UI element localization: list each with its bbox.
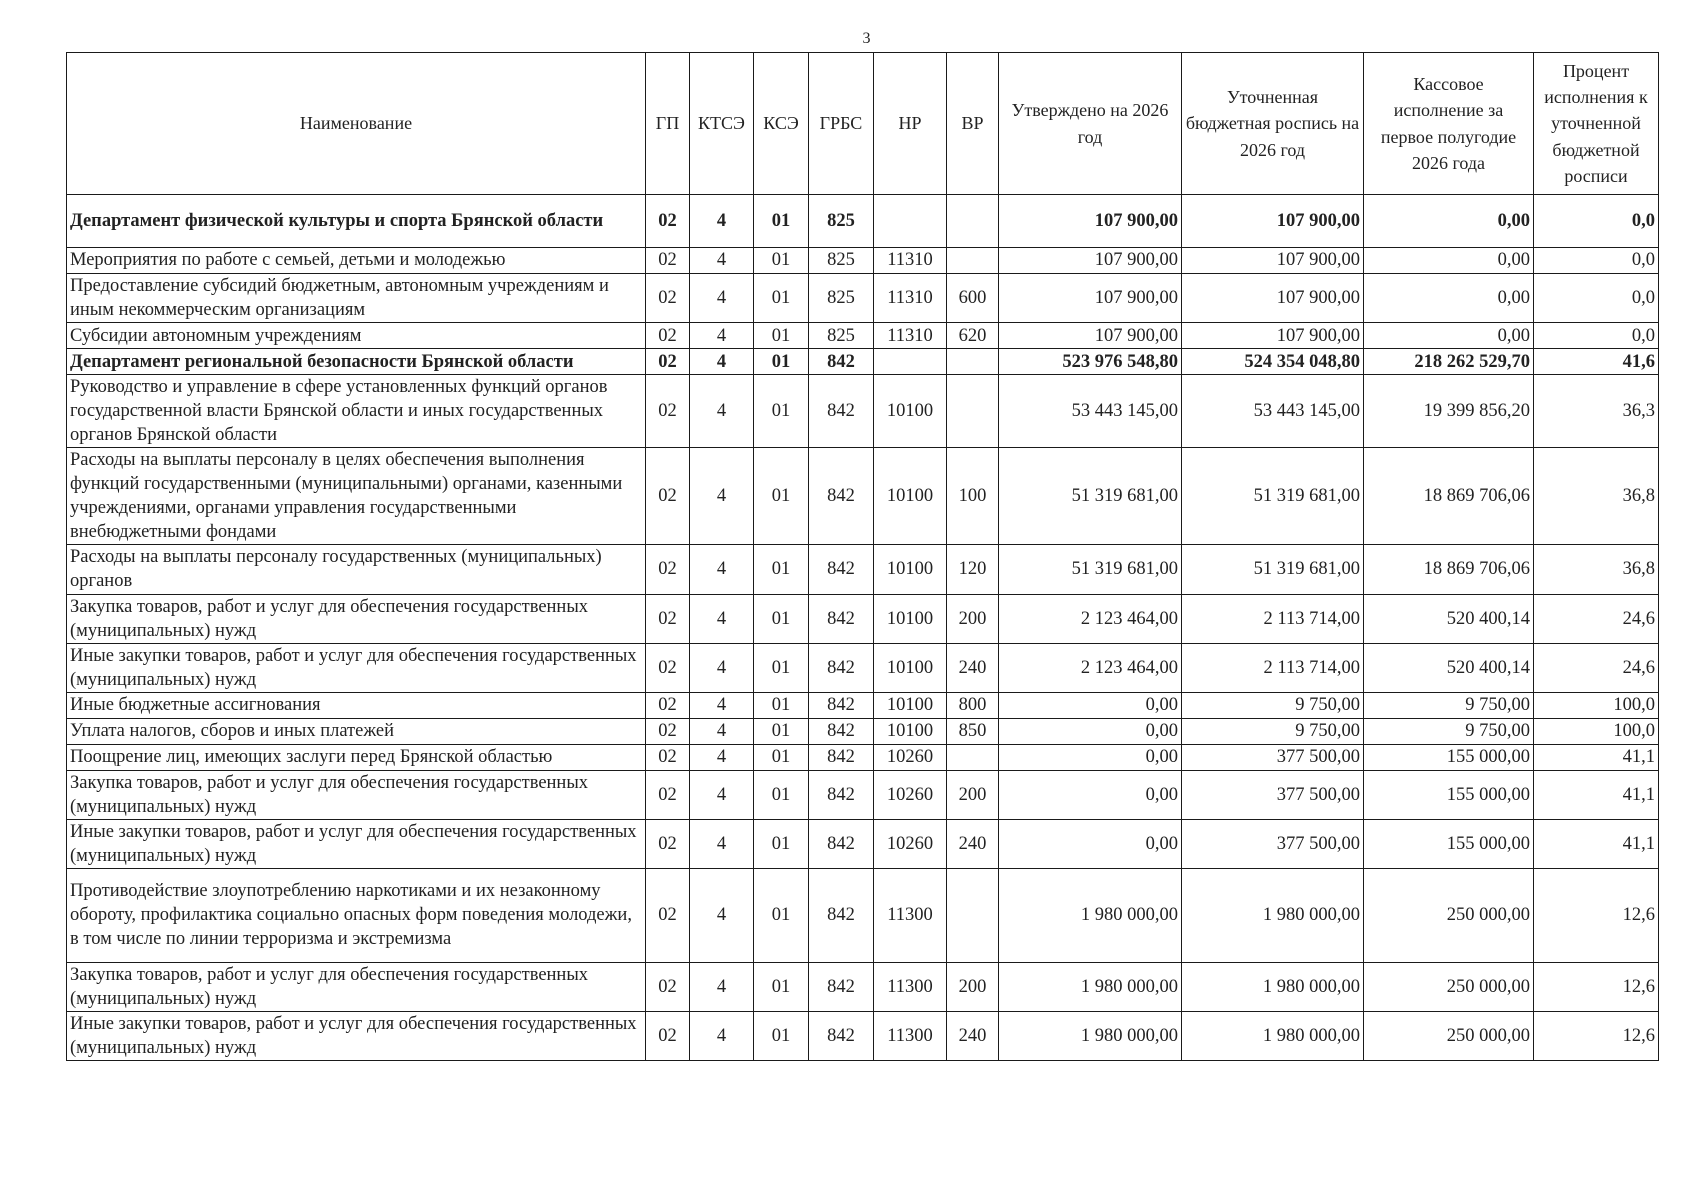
cell-nr: 10100 — [874, 545, 947, 594]
cell-cash: 0,00 — [1364, 248, 1534, 274]
cell-gp: 02 — [646, 248, 690, 274]
cell-vr — [947, 868, 999, 962]
cell-approved: 107 900,00 — [999, 195, 1182, 248]
cell-nr: 10100 — [874, 643, 947, 692]
cell-ktse: 4 — [690, 692, 754, 718]
cell-refined: 2 113 714,00 — [1182, 594, 1364, 643]
cell-approved: 51 319 681,00 — [999, 545, 1182, 594]
cell-name: Закупка товаров, работ и услуг для обеспечения государственных (муниципальных) нужд — [67, 594, 646, 643]
cell-approved: 107 900,00 — [999, 248, 1182, 274]
cell-approved: 2 123 464,00 — [999, 594, 1182, 643]
cell-refined: 377 500,00 — [1182, 770, 1364, 819]
cell-kse: 01 — [754, 962, 809, 1011]
cell-kse: 01 — [754, 349, 809, 375]
cell-percent: 0,0 — [1534, 274, 1659, 323]
cell-cash: 18 869 706,06 — [1364, 448, 1534, 545]
header-refined: Уточненная бюджетная роспись на 2026 год — [1182, 53, 1364, 195]
cell-gp: 02 — [646, 448, 690, 545]
header-nr: НР — [874, 53, 947, 195]
cell-refined: 107 900,00 — [1182, 323, 1364, 349]
cell-gp: 02 — [646, 962, 690, 1011]
cell-grbs: 842 — [809, 692, 874, 718]
cell-approved: 1 980 000,00 — [999, 962, 1182, 1011]
cell-percent: 41,6 — [1534, 349, 1659, 375]
cell-gp: 02 — [646, 594, 690, 643]
cell-ktse: 4 — [690, 195, 754, 248]
cell-gp: 02 — [646, 274, 690, 323]
cell-percent: 41,1 — [1534, 770, 1659, 819]
cell-approved: 0,00 — [999, 744, 1182, 770]
cell-gp: 02 — [646, 1011, 690, 1060]
cell-grbs: 842 — [809, 349, 874, 375]
cell-percent: 24,6 — [1534, 594, 1659, 643]
cell-cash: 218 262 529,70 — [1364, 349, 1534, 375]
cell-ktse: 4 — [690, 868, 754, 962]
cell-gp: 02 — [646, 868, 690, 962]
cell-kse: 01 — [754, 195, 809, 248]
cell-nr: 11310 — [874, 323, 947, 349]
table-row — [67, 1011, 1659, 1060]
cell-grbs: 825 — [809, 323, 874, 349]
cell-refined: 107 900,00 — [1182, 274, 1364, 323]
cell-kse: 01 — [754, 868, 809, 962]
cell-refined: 53 443 145,00 — [1182, 375, 1364, 448]
cell-kse: 01 — [754, 819, 809, 868]
cell-cash: 0,00 — [1364, 323, 1534, 349]
cell-kse: 01 — [754, 692, 809, 718]
cell-nr: 10100 — [874, 594, 947, 643]
table-row — [67, 248, 1659, 274]
cell-kse: 01 — [754, 274, 809, 323]
cell-gp: 02 — [646, 770, 690, 819]
cell-vr: 600 — [947, 274, 999, 323]
cell-cash: 19 399 856,20 — [1364, 375, 1534, 448]
table-header-row — [67, 53, 1659, 195]
table-row — [67, 375, 1659, 448]
cell-name: Департамент физической культуры и спорта Брянской области — [67, 195, 646, 248]
cell-name: Иные закупки товаров, работ и услуг для обеспечения государственных (муниципальных) нужд — [67, 819, 646, 868]
table-row — [67, 692, 1659, 718]
cell-name: Иные бюджетные ассигнования — [67, 692, 646, 718]
header-vr: ВР — [947, 53, 999, 195]
header-kse: КСЭ — [754, 53, 809, 195]
cell-vr: 240 — [947, 643, 999, 692]
cell-vr — [947, 375, 999, 448]
cell-vr — [947, 349, 999, 375]
cell-percent: 36,8 — [1534, 448, 1659, 545]
cell-grbs: 842 — [809, 962, 874, 1011]
table-row — [67, 744, 1659, 770]
table-row — [67, 349, 1659, 375]
cell-grbs: 842 — [809, 744, 874, 770]
cell-grbs: 842 — [809, 770, 874, 819]
cell-nr: 11310 — [874, 274, 947, 323]
cell-grbs: 842 — [809, 448, 874, 545]
cell-percent: 12,6 — [1534, 1011, 1659, 1060]
cell-cash: 155 000,00 — [1364, 744, 1534, 770]
cell-ktse: 4 — [690, 643, 754, 692]
cell-refined: 1 980 000,00 — [1182, 868, 1364, 962]
header-approved: Утверждено на 2026 год — [999, 53, 1182, 195]
cell-nr: 11310 — [874, 248, 947, 274]
cell-refined: 524 354 048,80 — [1182, 349, 1364, 375]
cell-ktse: 4 — [690, 594, 754, 643]
cell-gp: 02 — [646, 349, 690, 375]
cell-refined: 9 750,00 — [1182, 718, 1364, 744]
cell-grbs: 825 — [809, 248, 874, 274]
table-row — [67, 195, 1659, 248]
cell-nr: 10100 — [874, 718, 947, 744]
cell-refined: 1 980 000,00 — [1182, 962, 1364, 1011]
cell-percent: 12,6 — [1534, 868, 1659, 962]
cell-cash: 155 000,00 — [1364, 770, 1534, 819]
cell-name: Поощрение лиц, имеющих заслуги перед Брянской областью — [67, 744, 646, 770]
cell-name: Иные закупки товаров, работ и услуг для обеспечения государственных (муниципальных) нужд — [67, 1011, 646, 1060]
table-row — [67, 594, 1659, 643]
cell-nr: 10260 — [874, 819, 947, 868]
cell-kse: 01 — [754, 375, 809, 448]
cell-nr: 10100 — [874, 692, 947, 718]
cell-ktse: 4 — [690, 349, 754, 375]
table-row — [67, 274, 1659, 323]
cell-approved: 523 976 548,80 — [999, 349, 1182, 375]
table-body — [67, 195, 1659, 1061]
cell-approved: 0,00 — [999, 718, 1182, 744]
cell-vr: 200 — [947, 770, 999, 819]
cell-cash: 9 750,00 — [1364, 692, 1534, 718]
cell-gp: 02 — [646, 195, 690, 248]
header-gp: ГП — [646, 53, 690, 195]
cell-ktse: 4 — [690, 962, 754, 1011]
cell-nr: 11300 — [874, 962, 947, 1011]
cell-nr: 10260 — [874, 744, 947, 770]
cell-vr: 620 — [947, 323, 999, 349]
cell-cash: 250 000,00 — [1364, 962, 1534, 1011]
cell-ktse: 4 — [690, 770, 754, 819]
cell-gp: 02 — [646, 718, 690, 744]
table-row — [67, 643, 1659, 692]
cell-name: Расходы на выплаты персоналу в целях обеспечения выполнения функций государственными (муниципальными) органами, казенными учреждениями, органами управления государственными внебюджетными фондами — [67, 448, 646, 545]
cell-name: Предоставление субсидий бюджетным, автономным учреждениям и иным некоммерческим организациям — [67, 274, 646, 323]
cell-nr — [874, 195, 947, 248]
cell-refined: 51 319 681,00 — [1182, 448, 1364, 545]
cell-grbs: 842 — [809, 868, 874, 962]
cell-name: Мероприятия по работе с семьей, детьми и молодежью — [67, 248, 646, 274]
header-cash: Кассовое исполнение за первое полугодие 2026 года — [1364, 53, 1534, 195]
cell-refined: 2 113 714,00 — [1182, 643, 1364, 692]
cell-cash: 0,00 — [1364, 195, 1534, 248]
cell-gp: 02 — [646, 692, 690, 718]
cell-nr — [874, 349, 947, 375]
cell-cash: 250 000,00 — [1364, 868, 1534, 962]
cell-vr — [947, 195, 999, 248]
page-number: 3 — [862, 30, 871, 47]
cell-approved: 53 443 145,00 — [999, 375, 1182, 448]
cell-kse: 01 — [754, 643, 809, 692]
cell-gp: 02 — [646, 744, 690, 770]
cell-vr: 200 — [947, 594, 999, 643]
header-name: Наименование — [67, 53, 646, 195]
cell-nr: 11300 — [874, 868, 947, 962]
table-row — [67, 962, 1659, 1011]
cell-ktse: 4 — [690, 744, 754, 770]
cell-name: Расходы на выплаты персоналу государственных (муниципальных) органов — [67, 545, 646, 594]
cell-percent: 12,6 — [1534, 962, 1659, 1011]
cell-cash: 0,00 — [1364, 274, 1534, 323]
cell-approved: 107 900,00 — [999, 323, 1182, 349]
cell-ktse: 4 — [690, 375, 754, 448]
cell-name: Противодействие злоупотреблению наркотиками и их незаконному обороту, профилактика социально опасных форм поведения молодежи, в том числе по линии терроризма и экстремизма — [67, 868, 646, 962]
cell-kse: 01 — [754, 248, 809, 274]
table-row — [67, 819, 1659, 868]
cell-grbs: 825 — [809, 274, 874, 323]
cell-cash: 520 400,14 — [1364, 643, 1534, 692]
cell-vr: 200 — [947, 962, 999, 1011]
cell-name: Уплата налогов, сборов и иных платежей — [67, 718, 646, 744]
cell-vr: 100 — [947, 448, 999, 545]
cell-ktse: 4 — [690, 274, 754, 323]
cell-approved: 51 319 681,00 — [999, 448, 1182, 545]
cell-approved: 0,00 — [999, 770, 1182, 819]
table-row — [67, 545, 1659, 594]
cell-percent: 41,1 — [1534, 819, 1659, 868]
cell-name: Департамент региональной безопасности Брянской области — [67, 349, 646, 375]
cell-grbs: 842 — [809, 375, 874, 448]
cell-nr: 10100 — [874, 448, 947, 545]
cell-ktse: 4 — [690, 1011, 754, 1060]
cell-percent: 24,6 — [1534, 643, 1659, 692]
cell-approved: 107 900,00 — [999, 274, 1182, 323]
cell-ktse: 4 — [690, 323, 754, 349]
cell-gp: 02 — [646, 375, 690, 448]
cell-approved: 0,00 — [999, 692, 1182, 718]
cell-refined: 9 750,00 — [1182, 692, 1364, 718]
cell-ktse: 4 — [690, 819, 754, 868]
cell-kse: 01 — [754, 744, 809, 770]
cell-gp: 02 — [646, 819, 690, 868]
cell-refined: 107 900,00 — [1182, 195, 1364, 248]
cell-kse: 01 — [754, 1011, 809, 1060]
cell-ktse: 4 — [690, 718, 754, 744]
cell-cash: 18 869 706,06 — [1364, 545, 1534, 594]
cell-refined: 377 500,00 — [1182, 744, 1364, 770]
cell-kse: 01 — [754, 448, 809, 545]
cell-name: Руководство и управление в сфере установленных функций органов государственной власти Брянской области и иных государственных органов Брянской области — [67, 375, 646, 448]
budget-table — [66, 52, 1659, 1061]
cell-grbs: 842 — [809, 718, 874, 744]
cell-name: Субсидии автономным учреждениям — [67, 323, 646, 349]
cell-percent: 0,0 — [1534, 195, 1659, 248]
cell-grbs: 842 — [809, 594, 874, 643]
cell-grbs: 842 — [809, 1011, 874, 1060]
cell-approved: 1 980 000,00 — [999, 868, 1182, 962]
cell-vr — [947, 248, 999, 274]
cell-ktse: 4 — [690, 448, 754, 545]
cell-cash: 250 000,00 — [1364, 1011, 1534, 1060]
table-row — [67, 718, 1659, 744]
cell-cash: 520 400,14 — [1364, 594, 1534, 643]
cell-cash: 9 750,00 — [1364, 718, 1534, 744]
cell-refined: 377 500,00 — [1182, 819, 1364, 868]
cell-vr: 800 — [947, 692, 999, 718]
cell-refined: 107 900,00 — [1182, 248, 1364, 274]
cell-percent: 41,1 — [1534, 744, 1659, 770]
cell-kse: 01 — [754, 770, 809, 819]
cell-approved: 1 980 000,00 — [999, 1011, 1182, 1060]
cell-vr: 240 — [947, 1011, 999, 1060]
header-grbs: ГРБС — [809, 53, 874, 195]
cell-grbs: 842 — [809, 643, 874, 692]
table-row — [67, 868, 1659, 962]
header-ktse: КТСЭ — [690, 53, 754, 195]
cell-ktse: 4 — [690, 248, 754, 274]
cell-kse: 01 — [754, 594, 809, 643]
cell-grbs: 825 — [809, 195, 874, 248]
cell-vr — [947, 744, 999, 770]
cell-cash: 155 000,00 — [1364, 819, 1534, 868]
cell-kse: 01 — [754, 718, 809, 744]
cell-vr: 850 — [947, 718, 999, 744]
cell-percent: 36,3 — [1534, 375, 1659, 448]
cell-percent: 100,0 — [1534, 718, 1659, 744]
cell-name: Закупка товаров, работ и услуг для обеспечения государственных (муниципальных) нужд — [67, 962, 646, 1011]
cell-percent: 0,0 — [1534, 323, 1659, 349]
cell-gp: 02 — [646, 643, 690, 692]
cell-percent: 36,8 — [1534, 545, 1659, 594]
table-row — [67, 448, 1659, 545]
cell-kse: 01 — [754, 323, 809, 349]
cell-vr: 240 — [947, 819, 999, 868]
cell-grbs: 842 — [809, 545, 874, 594]
cell-name: Иные закупки товаров, работ и услуг для обеспечения государственных (муниципальных) нужд — [67, 643, 646, 692]
cell-refined: 1 980 000,00 — [1182, 1011, 1364, 1060]
cell-grbs: 842 — [809, 819, 874, 868]
cell-ktse: 4 — [690, 545, 754, 594]
table-row — [67, 770, 1659, 819]
cell-gp: 02 — [646, 545, 690, 594]
cell-gp: 02 — [646, 323, 690, 349]
cell-vr: 120 — [947, 545, 999, 594]
cell-refined: 51 319 681,00 — [1182, 545, 1364, 594]
cell-percent: 0,0 — [1534, 248, 1659, 274]
cell-approved: 0,00 — [999, 819, 1182, 868]
table-row — [67, 323, 1659, 349]
cell-approved: 2 123 464,00 — [999, 643, 1182, 692]
cell-nr: 10260 — [874, 770, 947, 819]
header-percent: Процент исполнения к уточненной бюджетной росписи — [1534, 53, 1659, 195]
cell-name: Закупка товаров, работ и услуг для обеспечения государственных (муниципальных) нужд — [67, 770, 646, 819]
cell-percent: 100,0 — [1534, 692, 1659, 718]
cell-nr: 10100 — [874, 375, 947, 448]
cell-kse: 01 — [754, 545, 809, 594]
cell-nr: 11300 — [874, 1011, 947, 1060]
